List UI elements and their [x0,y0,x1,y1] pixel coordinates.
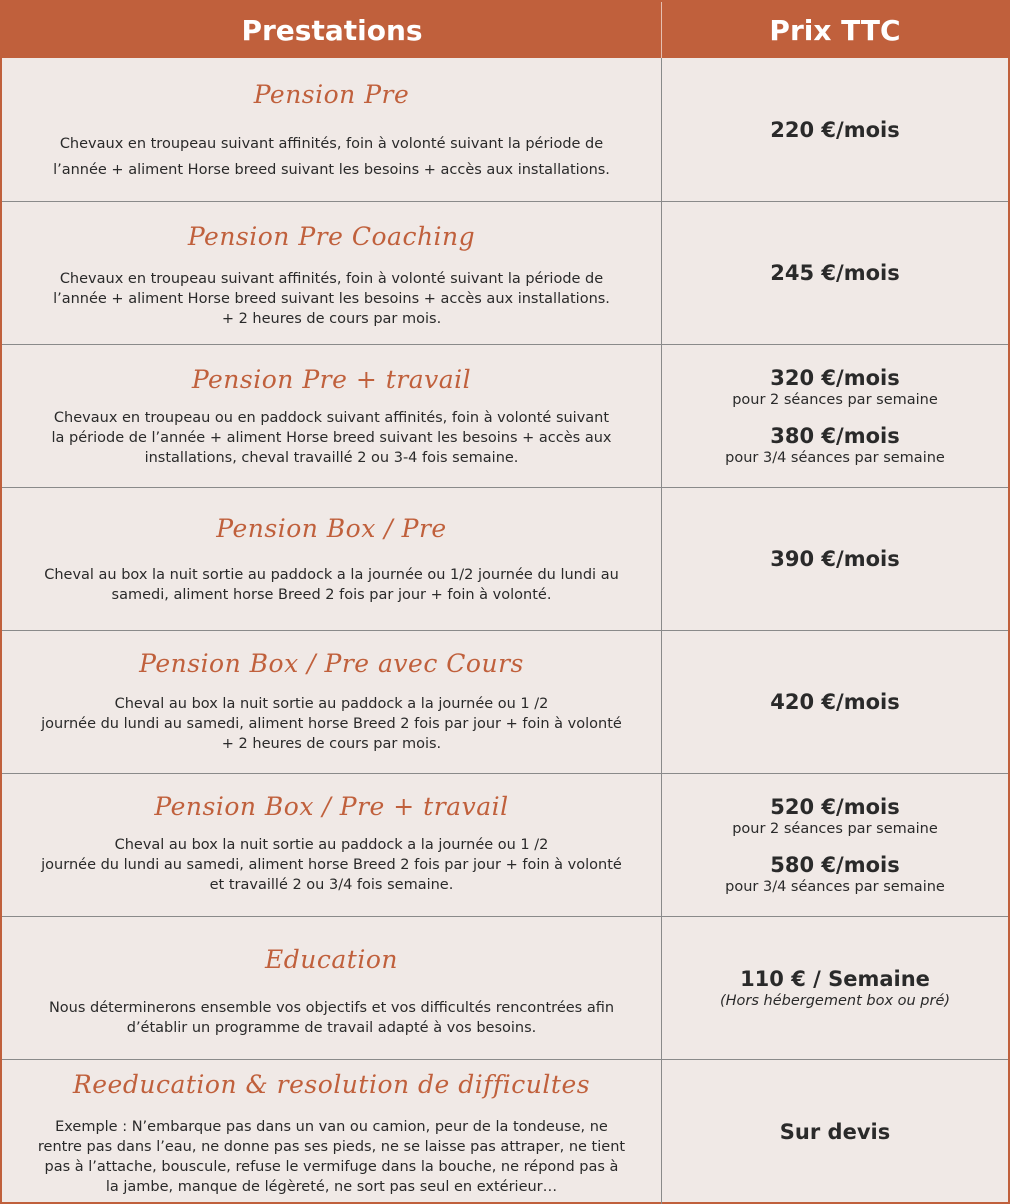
price-cell [662,774,1008,916]
table-header [2,2,1008,58]
prestation-description: Exemple : N’embarque pas dans un van ou camion, peur de la tondeuse, ne rentre pas dans l’eau, ne donne pas ses pieds, ne se laisse pas attraper, ne tient pas à l’attache, bouscule, refuse le vermifuge dans la bouche, ne répond pas à la jambe, manque de légèreté, ne sort pas seul en extérieur… [37,1119,626,1195]
table-row [2,344,1008,487]
price-value: 320 €/mois [770,366,900,390]
price-value: 520 €/mois [770,795,900,819]
price-cell [662,202,1008,344]
price-cell [662,58,1008,201]
prestation-cell [2,631,661,773]
price-value: 580 €/mois [770,853,900,877]
prestation-description: Cheval au box la nuit sortie au paddock a la journée ou 1 /2 journée du lundi au samedi, aliment horse Breed 2 fois par jour + foin à volonté et travaillé 2 ou 3/4 fois semaine. [41,837,622,893]
prestation-title: Pension Box / Pre avec Cours [139,649,524,678]
table-row [2,1059,1008,1204]
prestation-title: Pension Pre [253,80,410,109]
price-cell [662,1060,1008,1204]
price-value: 245 €/mois [770,261,900,285]
prestation-cell [2,488,661,630]
prestation-description: Cheval au box la nuit sortie au paddock a la journée ou 1/2 journée du lundi au samedi, aliment horse Breed 2 fois par jour + foin à volonté. [44,567,619,603]
header-prix-ttc: Prix TTC [769,13,901,47]
table-row [2,201,1008,344]
price-cell [662,917,1008,1059]
prestation-cell [2,202,661,344]
price-note: pour 2 séances par semaine [732,821,938,837]
prestation-title: Reeducation & resolution de difficultes [72,1070,591,1099]
prestation-description: Chevaux en troupeau suivant affinités, foin à volonté suivant la période de l’année + aliment Horse breed suivant les besoins + accès aux installations. [53,136,610,178]
price-note: pour 3/4 séances par semaine [725,450,945,466]
table-row [2,487,1008,630]
prestation-title: Pension Pre Coaching [187,222,476,251]
price-note: pour 3/4 séances par semaine [725,879,945,895]
prestation-description: Nous déterminerons ensemble vos objectifs et vos difficultés rencontrées afin d’établir un programme de travail adapté à vos besoins. [48,1000,615,1036]
prestation-title: Pension Box / Pre [216,514,447,543]
prestation-title: Pension Pre + travail [191,365,472,394]
price-value: 420 €/mois [770,690,900,714]
prestation-cell [2,345,661,487]
prestation-title: Education [265,945,398,974]
prestation-cell [2,917,661,1059]
table-row [2,773,1008,916]
prestation-description: Chevaux en troupeau ou en paddock suivant affinités, foin à volonté suivant la période de l’année + aliment Horse breed suivant les besoins + accès aux installations, cheval travaillé 2 ou 3-4 fois semaine. [51,410,612,466]
header-prestations: Prestations [241,13,423,47]
prestation-cell [2,774,661,916]
price-value: 110 € / Semaine [740,967,930,991]
prestation-description: Cheval au box la nuit sortie au paddock a la journée ou 1 /2 journée du lundi au samedi, aliment horse Breed 2 fois par jour + foin à volonté + 2 heures de cours par mois. [41,696,622,752]
table-row [2,630,1008,773]
price-cell [662,345,1008,487]
price-note: pour 2 séances par semaine [732,392,938,408]
price-value: 390 €/mois [770,547,900,571]
table-row [2,916,1008,1059]
column-divider [661,58,662,1204]
price-cell [662,488,1008,630]
prestation-title: Pension Box / Pre + travail [154,792,509,821]
price-note: (Hors hébergement box ou pré) [719,993,951,1009]
prestation-cell [2,1060,661,1204]
prestation-cell [2,58,661,201]
price-cell [662,631,1008,773]
price-value: 220 €/mois [770,117,900,142]
prestation-description: Chevaux en troupeau suivant affinités, foin à volonté suivant la période de l’année + aliment Horse breed suivant les besoins + accès aux installations. + 2 heures de cours par mois. [53,271,610,327]
price-value: 380 €/mois [770,424,900,448]
table-row [2,58,1008,201]
price-value: Sur devis [779,1120,891,1144]
